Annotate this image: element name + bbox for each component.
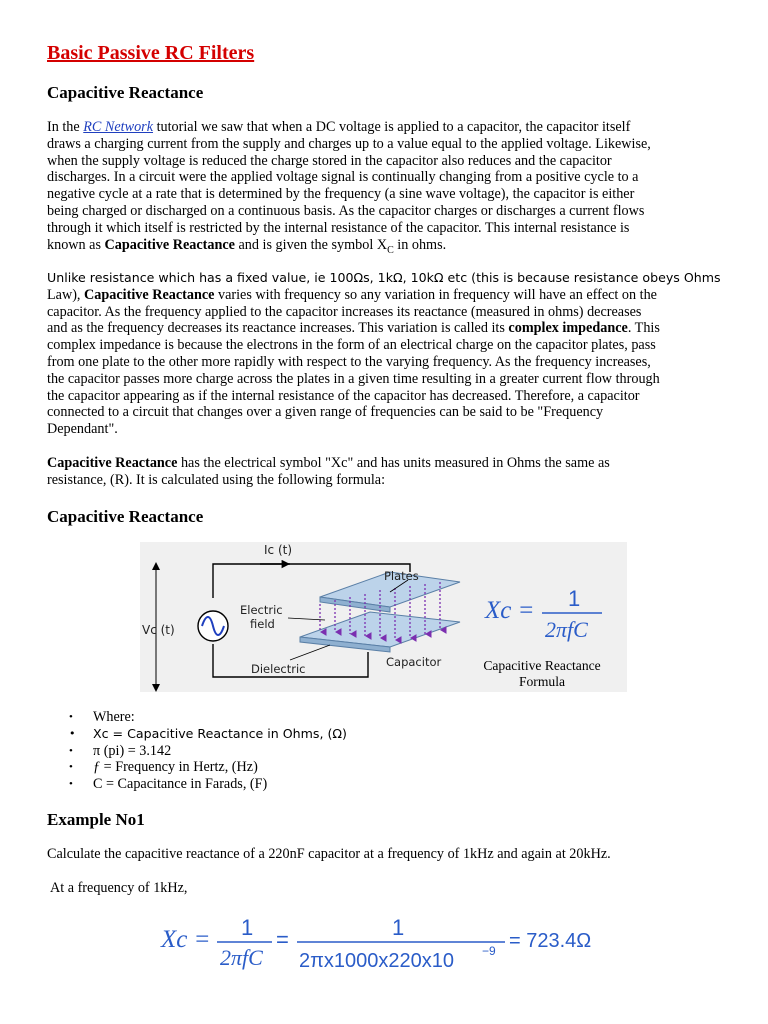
formula-denominator: 2πfC <box>545 617 588 642</box>
intro-paragraph: In the RC Network tutorial we saw that when a DC voltage is applied to a capacitor, the capacitor itself draws a charging current from the supply and charges up to a value equal to the applied voltage. Likewise, when the supply voltage is reduced the charge stored in the capacitor also reduces and the capacitor discharges. In a circuit were the applied voltage signal is continually changing from a positive cycle to a negative cycle at a rate that is determined by the frequency (a sine wave voltage), the capacitor is either being charged or discharged on a continuous basis. As the capacitor charges or discharges a current flows through it which itself is restricted by the internal resistance of the capacitor. This internal resistance is known as Capacitive Reactance and is given the symbol $X_C$ in ohms. <box>47 119 651 256</box>
example-formula <box>155 903 625 975</box>
frequency-paragraph: Unlike resistance which has a fixed value, ie 100Ωs, 1kΩ, 10kΩ etc (this is because resistance obeys Ohms Law), Capacitive Reactance varies with frequency so any variation in frequency will have an effect on the capacitor. As the frequency applied to the capacitor increases its reactance (measured in ohms) decreases and as the frequency decreases its reactance increases. This variation is called its complex impedance. This complex impedance is because the electrons in the form of an electrical charge on the capacitor plates, pass from one plate to the other more rapidly with respect to the varying frequency. As the frequency increases, the capacitor passes more charge across the plates in a given time resulting in a greater current flow through the capacitor appearing as if the internal resistance of the capacitor has decreased. Therefore, a capacitor connected to a circuit that changes over a given range of frequencies can be said to be "Frequency Dependant". <box>47 270 721 438</box>
electric-label: Electric <box>240 603 283 617</box>
rc-network-link[interactable]: RC Network <box>83 119 154 135</box>
list-item: • Xc = Capacitive Reactance in Ohms, (Ω) <box>47 726 347 743</box>
example-text: Calculate the capacitive reactance of a 220nF capacitor at a frequency of 1kHz and again at 20kHz. <box>47 846 611 862</box>
figure-caption: Capacitive Reactance Formula <box>483 658 601 689</box>
plates-label: Plates <box>384 569 419 583</box>
example-denominator-1: 2πfC <box>220 945 263 970</box>
formula-numerator: 1 <box>568 586 581 611</box>
list-item: • π (pi) = 3.142 <box>47 743 347 760</box>
example-result: = 723.4Ω <box>509 930 592 952</box>
list-item: • ƒ = Frequency in Hertz, (Hz) <box>47 759 347 776</box>
example-lhs: Xc = <box>161 926 211 953</box>
example-equals: = <box>276 927 289 952</box>
symbol-paragraph: Capacitive Reactance has the electrical symbol "Xc" and has units measured in Ohms the same as resistance, (R). It is calculated using the following formula: <box>47 455 610 488</box>
formula-lhs: Xc = <box>485 597 535 624</box>
section-heading-capacitive-reactance: Capacitive Reactance <box>47 83 204 102</box>
formula-definitions-list <box>47 709 347 793</box>
capacitor-label: Capacitor <box>386 655 442 669</box>
field-label: field <box>250 617 275 631</box>
example-exponent: −9 <box>482 944 496 958</box>
current-label: Ic (t) <box>264 543 293 557</box>
dielectric-label: Dielectric <box>251 662 306 676</box>
example-numerator-1: 1 <box>241 915 254 940</box>
voltage-label: Vc (t) <box>142 623 175 637</box>
example-frequency-text: At a frequency of 1kHz, <box>50 880 188 896</box>
list-item: • Where: <box>47 709 347 726</box>
section-heading-capacitive-reactance-2: Capacitive Reactance <box>47 507 204 526</box>
example-heading: Example No1 <box>47 810 145 829</box>
example-numerator-2: 1 <box>392 915 405 940</box>
page-title: Basic Passive RC Filters <box>47 42 255 64</box>
list-item: • C = Capacitance in Farads, (F) <box>47 776 347 793</box>
example-denominator-2: 2πx1000x220x10 <box>299 950 455 972</box>
